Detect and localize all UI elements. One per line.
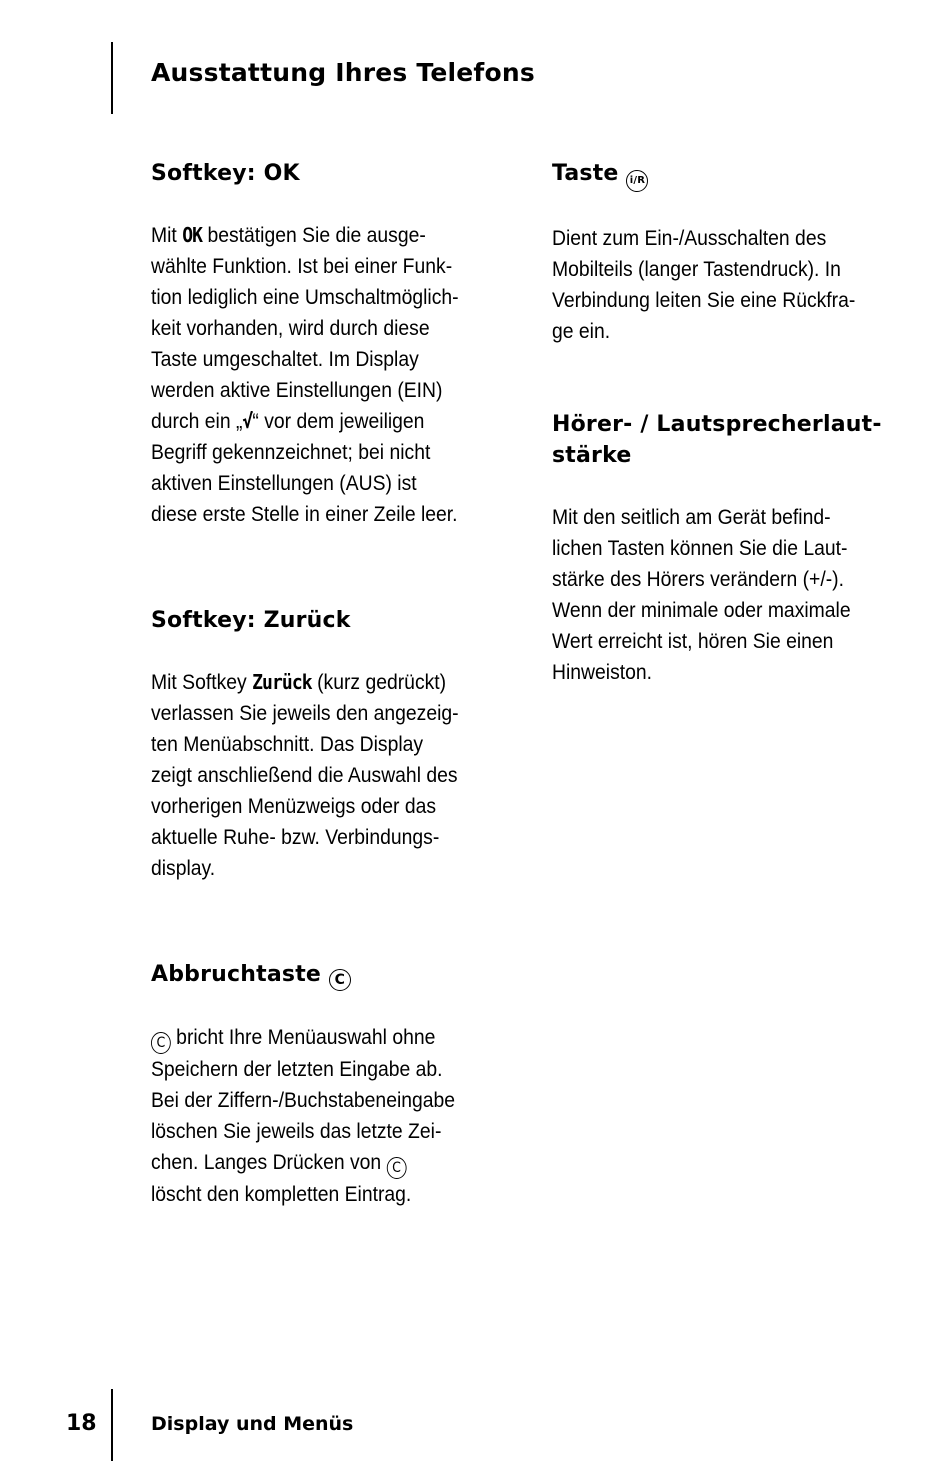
section-heading: Hörer- / Lautsprecherlaut- stärke [552,412,882,468]
ok-softkey-glyph: OK [182,223,203,247]
section-heading: Softkey: OK [151,161,300,186]
section-body: Mit OK bestätigen Sie die ausge- wählte Funktion. Ist bei einer Funk- tion lediglich eine Umschaltmöglich- keit vorhanden, wird durch diese Taste umgeschaltet. Im Display werden aktive Einstellungen (EIN) durch ein „√“ vor dem jeweiligen Begriff gekennzeichnet; bei nicht aktiven Einstellungen (AUS) ist diese erste Stelle in einer Zeile leer. [151,223,459,526]
section-body: Mit Softkey Zurück (kurz gedrückt) verlassen Sie jeweils den angezeig- ten Menüabschnitt. Das Display zeigt anschließend die Auswahl des vorherigen Menüzweigs oder das aktuelle Ruhe- bzw. Verbindungs- display. [151,670,459,880]
left-column [151,158,486,1210]
right-column [552,158,887,688]
cancel-key-icon: C [387,1157,407,1179]
section-abbruchtaste [151,959,486,1210]
section-heading: Taste i/R [552,158,887,192]
page-number: 18 [66,1411,97,1436]
section-heading: Softkey: Zurück [151,608,351,633]
chapter-title: Display und Menüs [151,1413,354,1435]
section-taste-ir [552,158,887,347]
checkmark-icon: √ [242,409,253,433]
section-volume [552,409,887,688]
section-body: Dient zum Ein-/Ausschalten des Mobilteils (langer Tastendruck). In Verbindung leiten Sie eine Rückfra- ge ein. [552,226,856,343]
section-softkey-ok [151,158,486,530]
footer-rule [111,1389,113,1461]
power-recall-key-icon: i/R [626,170,648,192]
header-rule [111,42,113,114]
section-softkey-zurueck [151,605,486,884]
section-body: C bricht Ihre Menüauswahl ohne Speichern der letzten Eingabe ab. Bei der Ziffern-/Buchstabeneingabe löschen Sie jeweils das letzte Zei- chen. Langes Drücken von C löscht den kompletten Eintrag. [151,1025,456,1206]
page-title: Ausstattung Ihres Telefons [151,58,535,87]
zurueck-softkey-glyph: Zurück [252,670,312,694]
cancel-key-icon: C [329,969,351,991]
section-heading: Abbruchtaste C [151,959,486,991]
section-body: Mit den seitlich am Gerät befind- lichen Tasten können Sie die Laut- stärke des Hörers verändern (+/-). Wenn der minimale oder maximale Wert erreicht ist, hören Sie einen Hinweiston. [552,505,851,684]
cancel-key-icon: C [151,1032,171,1054]
